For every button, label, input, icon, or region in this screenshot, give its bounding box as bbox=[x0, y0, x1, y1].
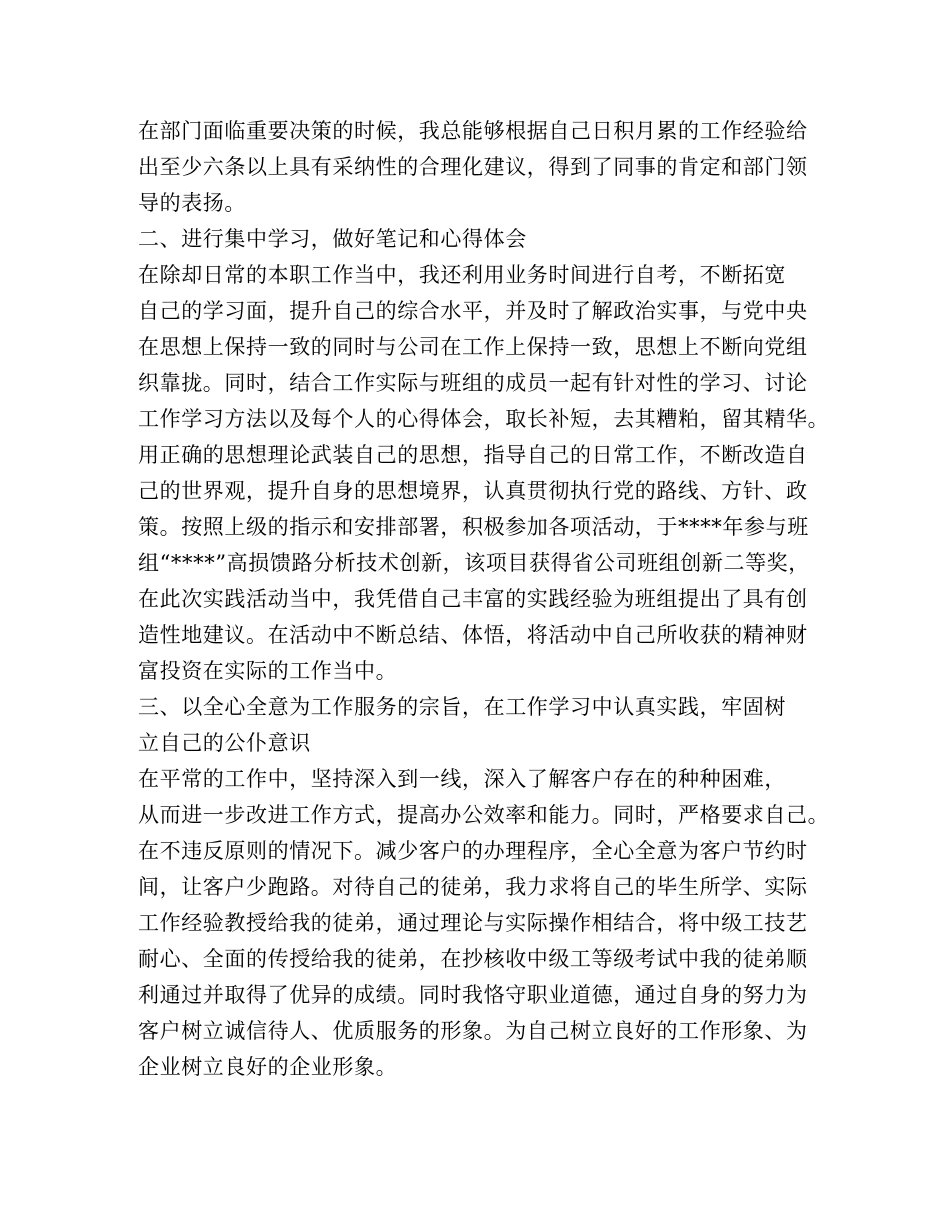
text-line: 用正确的思想理论武装自己的思想，指导自己的日常工作，不断改造自 bbox=[138, 443, 808, 467]
text-line: 工作学习方法以及每个人的心得体会，取长补短，去其糟粕，留其精华。 bbox=[138, 407, 830, 431]
section-heading: 立自己的公仆意识 bbox=[138, 731, 311, 755]
text-line: 客户树立诚信待人、优质服务的形象。为自己树立良好的工作形象、为 bbox=[138, 1019, 808, 1043]
text-line: 自己的学习面，提升自己的综合水平，并及时了解政治实事，与党中央 bbox=[138, 299, 808, 323]
text-line: 从而进一步改进工作方式，提高办公效率和能力。同时，严格要求自己。 bbox=[138, 803, 830, 827]
text-line: 在平常的工作中，坚持深入到一线，深入了解客户存在的种种困难， bbox=[138, 767, 786, 791]
section-heading: 二、进行集中学习，做好笔记和心得体会 bbox=[138, 227, 527, 251]
text-line: 耐心、全面的传授给我的徒弟，在抄核收中级工等级考试中我的徒弟顺 bbox=[138, 947, 808, 971]
text-line: 富投资在实际的工作当中。 bbox=[138, 659, 398, 683]
text-line: 在思想上保持一致的同时与公司在工作上保持一致，思想上不断向党组 bbox=[138, 335, 808, 359]
text-line: 间，让客户少跑路。对待自己的徒弟，我力求将自己的毕生所学、实际 bbox=[138, 875, 808, 899]
section-heading: 三、以全心全意为工作服务的宗旨，在工作学习中认真实践，牢固树 bbox=[138, 695, 786, 719]
text-line: 在不违反原则的情况下。减少客户的办理程序，全心全意为客户节约时 bbox=[138, 839, 808, 863]
text-line: 组“****”高损馈路分析技术创新，该项目获得省公司班组创新二等奖， bbox=[138, 551, 810, 575]
text-line: 工作经验教授给我的徒弟，通过理论与实际操作相结合，将中级工技艺 bbox=[138, 911, 808, 935]
text-line: 导的表扬。 bbox=[138, 191, 246, 215]
text-line: 策。按照上级的指示和安排部署，积极参加各项活动，于****年参与班 bbox=[138, 515, 809, 539]
text-line: 织靠拢。同时，结合工作实际与班组的成员一起有针对性的学习、讨论 bbox=[138, 371, 808, 395]
text-line: 在部门面临重要决策的时候，我总能够根据自己日积月累的工作经验给 bbox=[138, 119, 808, 143]
text-line: 在除却日常的本职工作当中，我还利用业务时间进行自考，不断拓宽 bbox=[138, 263, 786, 287]
text-line: 在此次实践活动当中，我凭借自己丰富的实践经验为班组提出了具有创 bbox=[138, 587, 808, 611]
text-line: 出至少六条以上具有采纳性的合理化建议，得到了同事的肯定和部门领 bbox=[138, 155, 808, 179]
text-line: 企业树立良好的企业形象。 bbox=[138, 1055, 398, 1079]
text-line: 己的世界观，提升自身的思想境界，认真贯彻执行党的路线、方针、政 bbox=[138, 479, 808, 503]
text-line: 利通过并取得了优异的成绩。同时我恪守职业道德，通过自身的努力为 bbox=[138, 983, 808, 1007]
text-line: 造性地建议。在活动中不断总结、体悟，将活动中自己所收获的精神财 bbox=[138, 623, 808, 647]
